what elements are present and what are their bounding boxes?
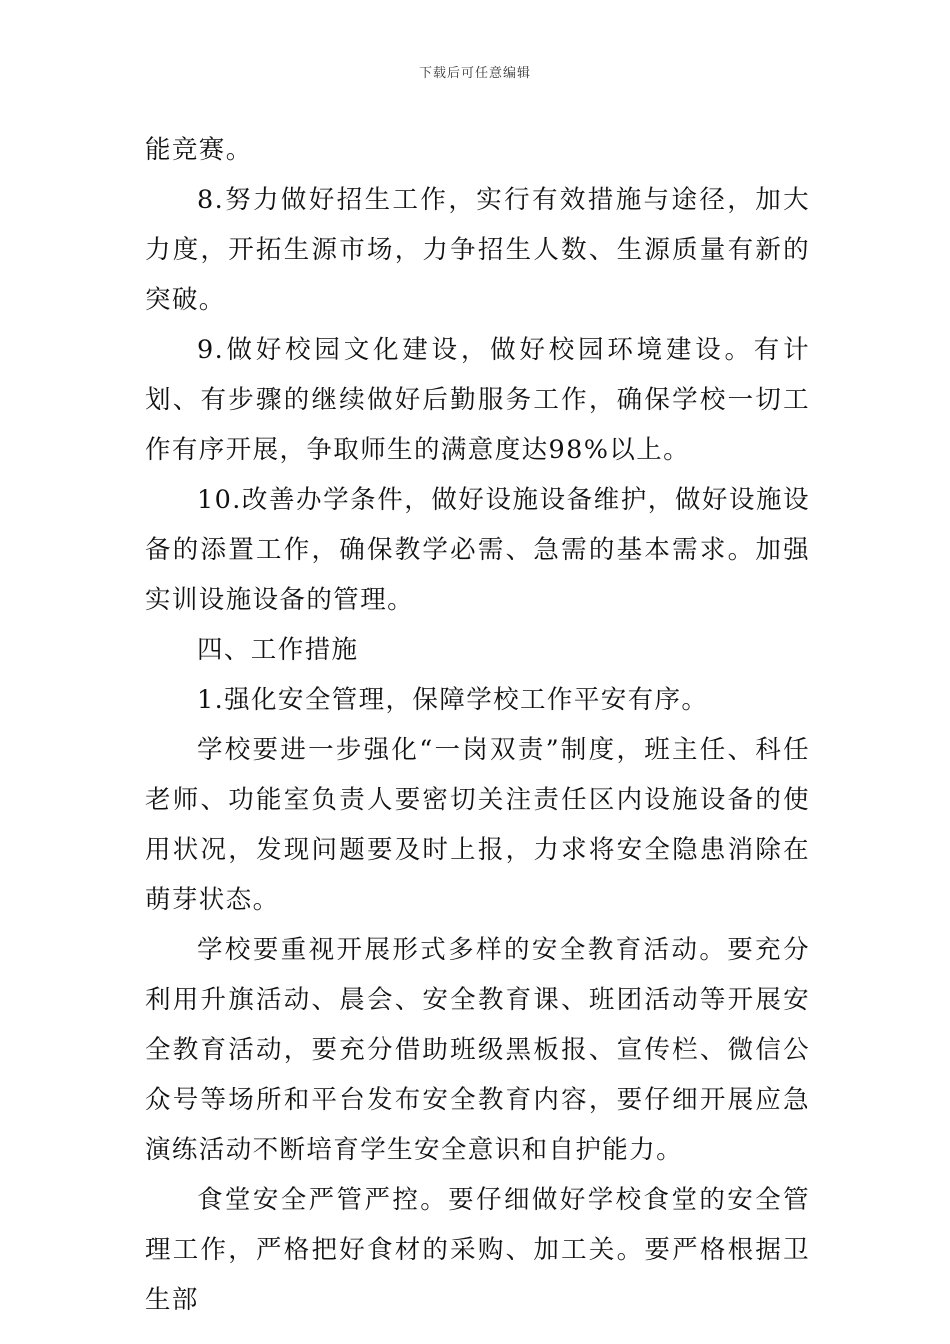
paragraph-competition-end: 能竞赛。	[145, 135, 253, 165]
paragraph-item-8: 8.努力做好招生工作，实行有效措施与途径，加大力度，开拓生源市场，力争招生人数、生源质量有新的突破。	[145, 185, 810, 315]
document-body	[145, 125, 810, 1325]
paragraph-item-9: 9.做好校园文化建设，做好校园环境建设。有计划、有步骤的继续做好后勤服务工作，确保学校一切工作有序开展，争取师生的满意度达98%以上。	[145, 335, 810, 465]
paragraph-safety-education: 学校要重视开展形式多样的安全教育活动。要充分利用升旗活动、晨会、安全教育课、班团活动等开展安全教育活动，要充分借助班级黑板报、宣传栏、微信公众号等场所和平台发布安全教育内容，要仔细开展应急演练活动不断培育学生安全意识和自护能力。	[145, 935, 810, 1165]
paragraph-canteen-safety: 食堂安全严管严控。要仔细做好学校食堂的安全管理工作，严格把好食材的采购、加工关。要严格根据卫生部	[145, 1185, 810, 1315]
page-header: 下载后可任意编辑	[418, 66, 531, 81]
paragraph-item-10: 10.改善办学条件，做好设施设备维护，做好设施设备的添置工作，确保教学必需、急需的基本需求。加强实训设施设备的管理。	[145, 485, 810, 615]
paragraph-responsibility: 学校要进一步强化“一岗双责”制度，班主任、科任老师、功能室负责人要密切关注责任区内设施设备的使用状况，发现问题要及时上报，力求将安全隐患消除在萌芽状态。	[145, 735, 810, 915]
section-heading-measures: 四、工作措施	[197, 635, 359, 665]
subheading-safety-management: 1.强化安全管理，保障学校工作平安有序。	[197, 685, 709, 715]
